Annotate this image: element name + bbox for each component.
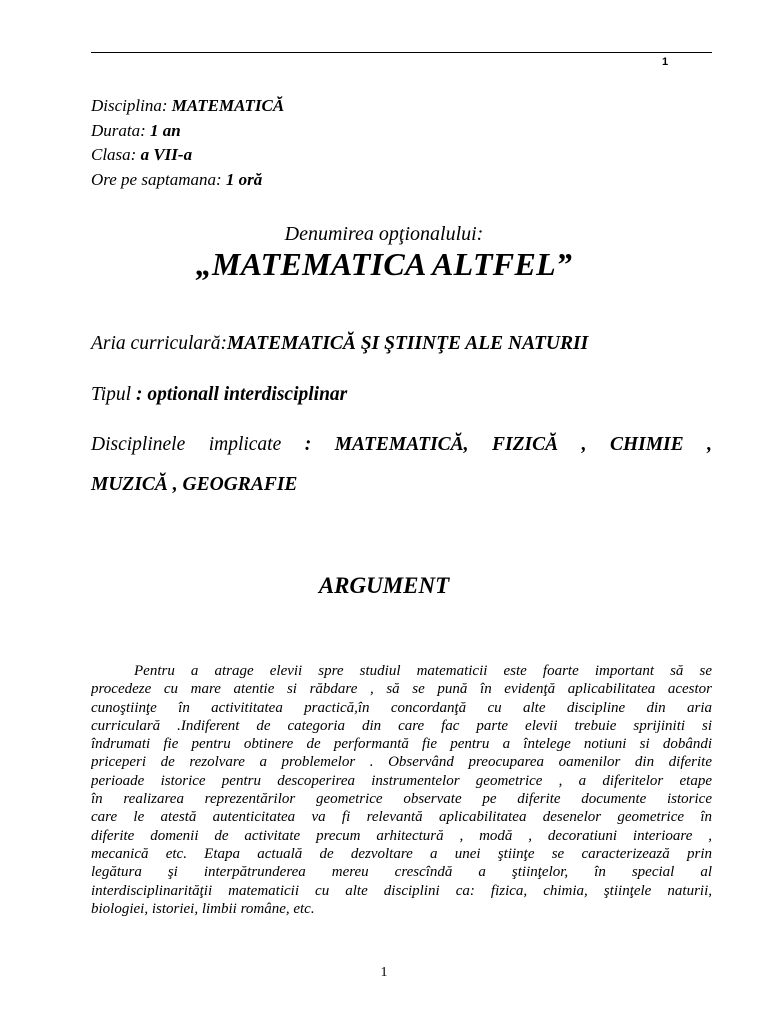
optional-title: „MATEMATICA ALTFEL” [195, 246, 573, 282]
paragraph-line: diferite domenii de activitate precum arhitectură , modă , decoratiuni interioare , [91, 827, 712, 844]
discipline-implicate [91, 434, 712, 496]
tipul-label: Tipul [91, 384, 136, 405]
discipline-value-1: : MATEMATICĂ, FIZICĂ , CHIMIE , [304, 434, 712, 455]
discipline-value-2: MUZICĂ , GEOGRAFIE [91, 474, 298, 495]
argument-heading: ARGUMENT [318, 573, 450, 598]
paragraph-line: mecanică etc. Etapa actuală de dezvoltare a unei ştiinţe se caracterizează prin [91, 845, 712, 862]
paragraph-line: perioade istorice pentru descoperirea instrumentelor geometrice , a diferitelor etape [91, 772, 712, 789]
paragraph-line: Pentru a atrage elevii spre studiul matematicii este foarte important să se [134, 663, 712, 679]
paragraph-line: care le atestă autenticitatea va fi relevantă aplicabilitatea desenelor geometrice în [91, 809, 712, 826]
meta-disciplina-value: MATEMATICĂ [171, 96, 285, 115]
paragraph-line: legătura şi interpătrunderea mereu crescîndă a ştiinţelor, în special al [91, 864, 712, 881]
paragraph-line: îndrumati fie pentru obtinere de performantă fie pentru a întelege notiuni si dobândi [91, 736, 712, 753]
tipul [91, 384, 347, 406]
paragraph-line: procedeze cu mare atentie si răbdare , să se pună în evidenţă aplicabilitatea acestor [91, 681, 712, 698]
meta-durata-value: 1 an [150, 120, 181, 140]
paragraph-line: cunoştiinţe în activititatea practică,în concordanţă cu alte discipline din aria [91, 699, 712, 716]
aria-label: Aria curriculară: [91, 333, 227, 354]
aria-curriculara [91, 333, 588, 355]
paragraph-line: priceperi de rezolvare a problemelor . Observând preocuparea oamenilor din diferite [91, 754, 712, 771]
meta-disciplina [91, 94, 284, 119]
meta-disciplina-label: Disciplina: [91, 96, 172, 115]
aria-value: MATEMATICĂ ŞI ŞTIINŢE ALE NATURII [226, 333, 589, 354]
meta-clasa [91, 143, 284, 168]
meta-ore-value: 1 oră [225, 169, 263, 189]
course-meta [91, 94, 284, 192]
header-page-number: 1 [662, 56, 669, 68]
meta-clasa-value: a VII-a [140, 145, 193, 164]
meta-clasa-label: Clasa: [91, 145, 141, 164]
argument-paragraph [91, 662, 712, 918]
meta-ore [91, 168, 284, 193]
paragraph-line: interdisciplinarităţii matematicii cu alte disciplini ca: fizica, chimia, ştiinţele naturii, [91, 882, 712, 899]
meta-durata-label: Durata: [91, 120, 151, 140]
discipline-line-1 [91, 434, 712, 456]
discipline-label: Disciplinele implicate [91, 434, 305, 455]
optional-name-label: Denumirea opţionalului: [284, 223, 484, 245]
paragraph-line: curriculară .Indiferent de categoria din care fac parte elevii trebuie sprijiniti si [91, 717, 712, 734]
meta-durata [91, 119, 284, 144]
discipline-line-2 [91, 474, 712, 496]
header-rule [91, 52, 712, 53]
meta-ore-label: Ore pe saptamana: [91, 169, 226, 189]
paragraph-line: în realizarea reprezentărilor geometrice observate pe diferite documente istorice [91, 791, 712, 808]
footer-page-number: 1 [380, 965, 388, 980]
paragraph-line: biologiei, istoriei, limbii române, etc. [91, 900, 315, 917]
tipul-value: : optionall interdisciplinar [135, 384, 348, 405]
